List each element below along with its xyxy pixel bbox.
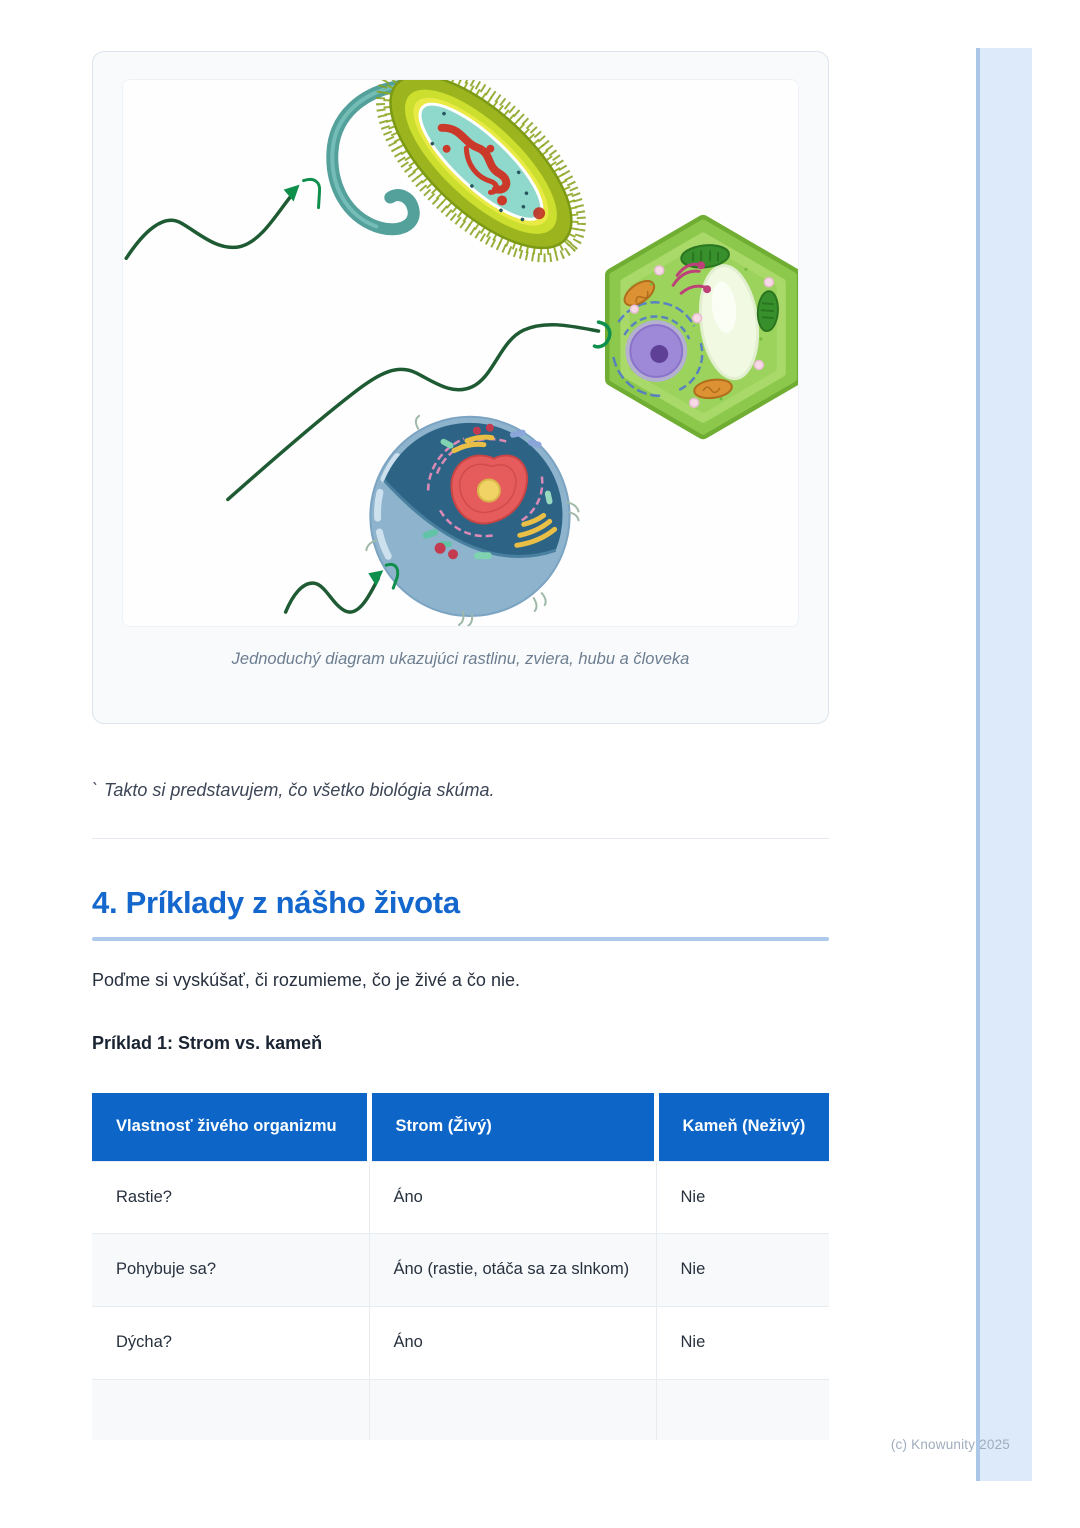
table-viewport-clip xyxy=(92,1093,829,1477)
cell-tree: Áno xyxy=(369,1161,656,1234)
quote-marker: ` xyxy=(92,780,98,800)
cell-property: Rastie? xyxy=(92,1161,369,1234)
column-header-stone: Kameň (Neživý) xyxy=(656,1093,829,1161)
figure-card xyxy=(92,51,829,724)
plant-nucleolus xyxy=(650,345,668,363)
column-header-property: Vlastnosť živého organizmu xyxy=(92,1093,369,1161)
plant-cell-illustration xyxy=(612,222,793,431)
cells-figure-image xyxy=(122,79,799,627)
quote-line xyxy=(92,780,829,801)
arrowhead-icon xyxy=(368,570,383,586)
column-header-tree: Strom (Živý) xyxy=(369,1093,656,1161)
heading-underline xyxy=(92,937,829,941)
quote-text: Takto si predstavujem, čo všetko biológia skúma. xyxy=(104,780,495,800)
cell-tree: Áno (rastie, otáča sa za slnkom) xyxy=(369,1234,656,1307)
table-row xyxy=(92,1161,829,1234)
cell-stone: Nie xyxy=(656,1307,829,1380)
animal-cell-illustration xyxy=(366,416,578,626)
table-row-partial xyxy=(92,1380,829,1440)
cells-illustration xyxy=(123,80,798,626)
arrowhead-icon xyxy=(284,185,300,202)
document-content xyxy=(92,51,829,1477)
cell-stone: Nie xyxy=(656,1161,829,1234)
cell-stone: Nie xyxy=(656,1234,829,1307)
cell-stone xyxy=(656,1380,829,1440)
section-heading: 4. Príklady z nášho života xyxy=(92,885,460,920)
table-row xyxy=(92,1234,829,1307)
cell-tree: Áno xyxy=(369,1307,656,1380)
copyright-watermark: (c) Knowunity 2025 xyxy=(890,1437,1010,1452)
cell-property xyxy=(92,1380,369,1440)
table-header-row xyxy=(92,1093,829,1161)
table-row xyxy=(92,1307,829,1380)
cell-property: Dýcha? xyxy=(92,1307,369,1380)
figure-caption: Jednoduchý diagram ukazujúci rastlinu, zviera, hubu a človeka xyxy=(231,650,690,668)
comparison-table xyxy=(92,1093,829,1440)
arrow-to-bacterium xyxy=(126,179,319,258)
cell-property: Pohybuje sa? xyxy=(92,1234,369,1307)
cell-tree xyxy=(369,1380,656,1440)
page-scrollbar-rail[interactable] xyxy=(976,48,1032,1481)
bacterium-illustration xyxy=(332,80,613,291)
example-label: Príklad 1: Strom vs. kameň xyxy=(92,1032,323,1053)
section-divider xyxy=(92,838,829,839)
animal-nucleolus xyxy=(478,480,500,502)
intro-paragraph: Poďme si vyskúšať, či rozumieme, čo je živé a čo nie. xyxy=(92,969,520,990)
arrow-to-animal-cell xyxy=(286,564,398,612)
